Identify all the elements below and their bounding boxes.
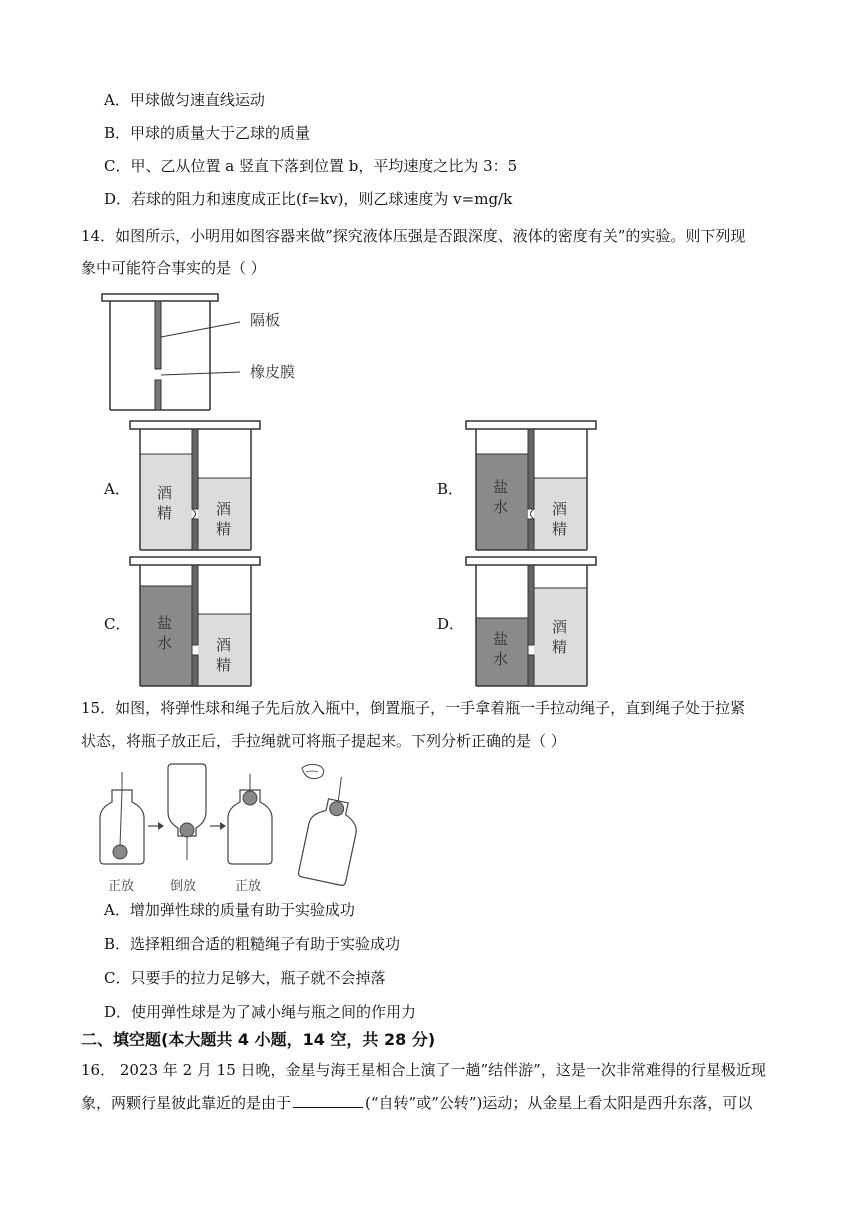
q14-option-a-letter: A．	[104, 480, 130, 498]
q15-option-d: D．使用弹性球是为了减小绳与瓶之间的作用力	[104, 1003, 417, 1021]
option-b-left-char1: 盐	[493, 478, 509, 496]
option-b-right-char1: 酒	[552, 500, 568, 518]
option-a-left-char2: 精	[157, 504, 173, 522]
option-a-right-char2: 精	[216, 520, 232, 538]
partition-label: 隔板	[250, 311, 281, 329]
q15-stem-line2: 状态，将瓶子放正后，手拉绳就可将瓶子提起来。下列分析正确的是（ ）	[81, 732, 566, 750]
option-d-right-char1: 酒	[552, 618, 568, 636]
q14-option-c-figure	[129, 556, 261, 688]
q13-option-d: D．若球的阻力和速度成正比(f=kv)，则乙球速度为 v=mg/k	[104, 190, 513, 208]
q14-option-d-figure	[465, 556, 597, 688]
q14-stem-line1: 14．如图所示，小明用如图容器来做”探究液体压强是否跟深度、液体的密度有关”的实验。则下列现	[81, 227, 746, 245]
option-c-left-char2: 水	[157, 634, 173, 652]
q15-bottle-figure	[98, 760, 368, 896]
option-c-right-char2: 精	[216, 656, 232, 674]
membrane-label: 橡皮膜	[250, 363, 296, 381]
answer-blank[interactable]	[293, 1093, 363, 1108]
q14-option-c-letter: C．	[104, 615, 131, 633]
q15-option-b: B．选择粗细合适的粗糙绳子有助于实验成功	[104, 935, 401, 953]
q14-option-b-letter: B．	[437, 480, 464, 498]
q16-text-before-blank: 象，两颗行星彼此靠近的是由于	[81, 1094, 292, 1112]
option-b-left-char2: 水	[493, 498, 509, 516]
q14-option-d-letter: D．	[437, 615, 465, 633]
caption-2: 倒放	[170, 879, 197, 894]
option-a-left-char1: 酒	[157, 484, 173, 502]
q15-option-a: A．增加弹性球的质量有助于实验成功	[104, 901, 355, 919]
option-b-right-char2: 精	[552, 520, 568, 538]
q13-option-a: A．甲球做匀速直线运动	[104, 91, 265, 109]
q13-option-c: C．甲、乙从位置 a 竖直下落到位置 b，平均速度之比为 3：5	[104, 157, 518, 175]
option-d-right-char2: 精	[552, 638, 568, 656]
q15-option-c: C．只要手的拉力足够大，瓶子就不会掉落	[104, 969, 386, 987]
section-title: 二、填空题(本大题共 4 小题，14 空，共 28 分)	[81, 1030, 436, 1049]
q13-option-b: B．甲球的质量大于乙球的质量	[104, 124, 311, 142]
option-d-left-char1: 盐	[493, 630, 509, 648]
q16-stem-line2	[81, 1093, 752, 1113]
q14-container-figure	[100, 292, 330, 417]
q16-stem-line1: 16． 2023 年 2 月 15 日晚，金星与海王星相合上演了一趟”结伴游”，这是一次非常难得的行星极近现	[81, 1061, 766, 1079]
caption-1: 正放	[108, 879, 135, 894]
option-a-right-char1: 酒	[216, 500, 232, 518]
option-c-right-char1: 酒	[216, 636, 232, 654]
q16-text-after-blank: (“自转”或”公转”)运动；从金星上看太阳是西升东落，可以	[365, 1094, 753, 1112]
option-c-left-char1: 盐	[157, 614, 173, 632]
caption-3: 正放	[235, 879, 262, 894]
q14-stem-line2: 象中可能符合事实的是（ ）	[81, 259, 266, 277]
option-d-left-char2: 水	[493, 650, 509, 668]
q15-stem-line1: 15．如图，将弹性球和绳子先后放入瓶中，倒置瓶子，一手拿着瓶一手拉动绳子，直到绳子处于拉紧	[81, 699, 746, 717]
q14-option-b-figure	[465, 420, 597, 552]
q14-option-a-figure	[129, 420, 261, 552]
